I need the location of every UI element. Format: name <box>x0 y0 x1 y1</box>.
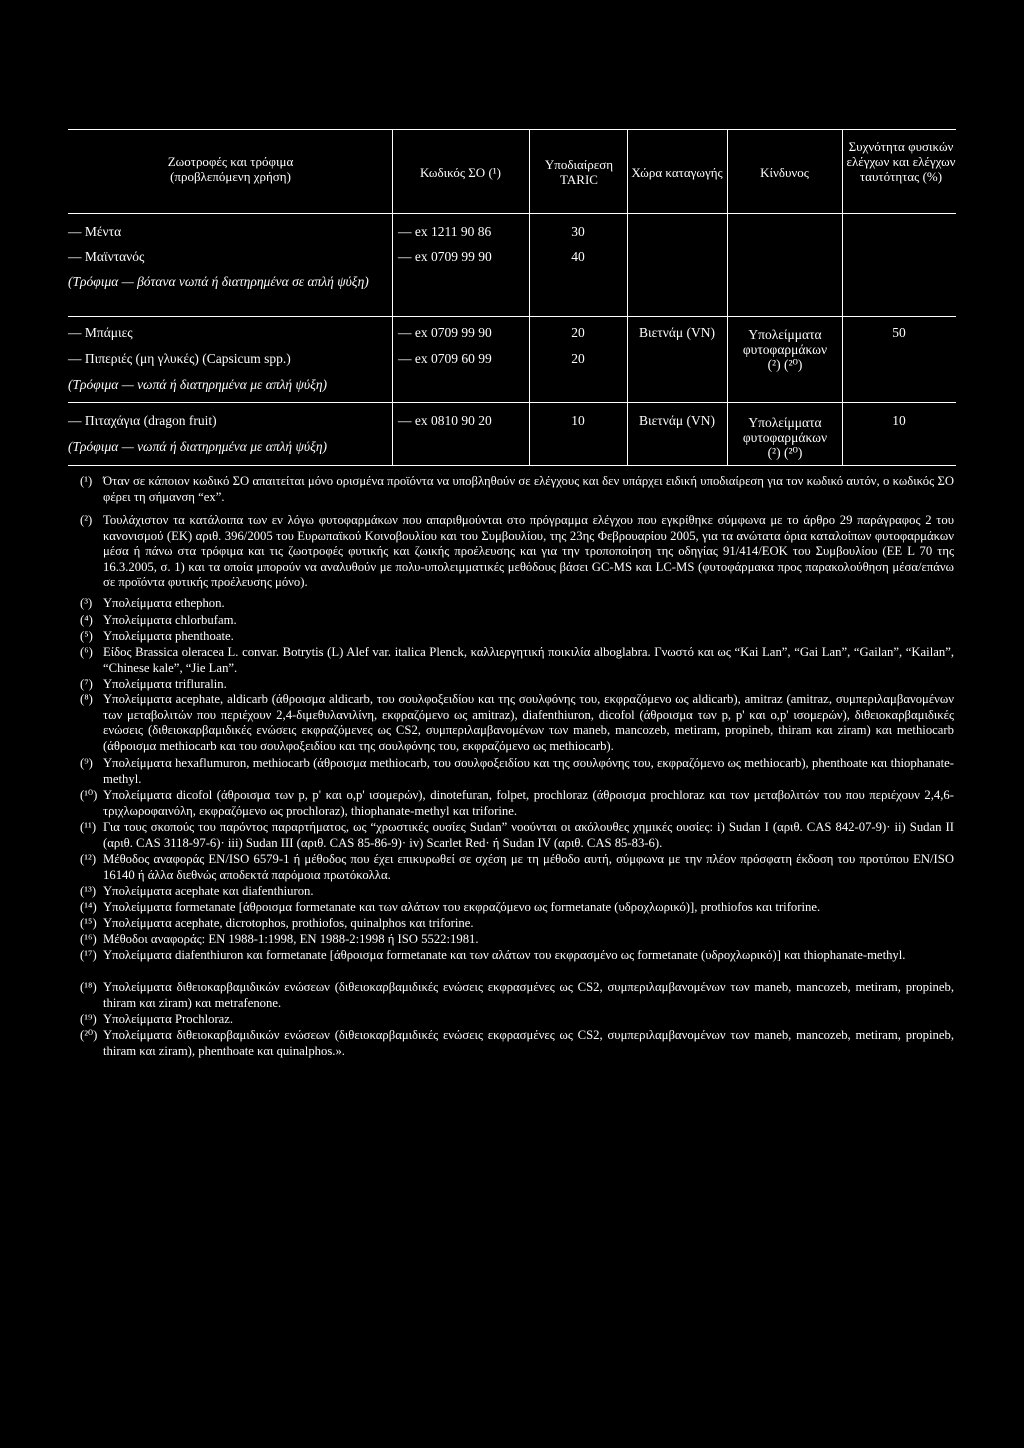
footnote-text: Όταν σε κάποιον κωδικό ΣΟ απαιτείται μόνο ορισμένα προϊόντα να υποβληθούν σε ελέγχους και δεν υπάρχει ειδική υποδιαίρεση για τον κωδικό αυτόν, ο κωδικός ΣΟ φέρει τη σήμανση “ex”. <box>103 474 954 504</box>
product-note: (Τρόφιμα — νωπά ή διατηρημένα με απλή ψύξη) <box>68 377 328 392</box>
table-column-divider <box>727 129 728 465</box>
product-item: — Πιταχάγια (dragon fruit) <box>68 410 217 432</box>
cn-code: — ex 0709 99 90 <box>398 322 492 344</box>
footnote <box>80 820 954 851</box>
footnote-text: Υπολείμματα Prochloraz. <box>103 1012 234 1026</box>
country-of-origin: Βιετνάμ (VN) <box>638 325 715 340</box>
footnote-number: (⁴) <box>80 613 93 627</box>
check-frequency: 10 <box>892 413 906 428</box>
footnote <box>80 629 954 645</box>
header-hazard: Κίνδυνος <box>760 165 809 180</box>
footnote <box>80 948 954 964</box>
cn-code: — ex 0709 99 90 <box>398 246 492 268</box>
cn-code: — ex 1211 90 86 <box>398 221 491 243</box>
product-note: (Τρόφιμα — νωπά ή διατηρημένα με απλή ψύξη) <box>68 439 328 454</box>
footnote <box>80 788 954 819</box>
footnote <box>80 613 954 629</box>
product-item: — Μπάμιες <box>68 322 133 344</box>
footnote-number: (⁹) <box>80 756 93 770</box>
product-note: (Τρόφιμα — βότανα νωπά ή διατηρημένα σε απλή ψύξη) <box>68 274 369 289</box>
footnote-text: Υπολείμματα chlorbufam. <box>103 613 237 627</box>
footnote-text: Μέθοδοι αναφοράς: EN 1988-1:1998, EN 1988-2:1998 ή ISO 5522:1981. <box>103 932 479 946</box>
footnote-text: Υπολείμματα διθειοκαρβαμιδικών ενώσεων (διθειοκαρβαμιδικές ενώσεις εκφρασμένες ως CS2, συμπεριλαμβανομένων των maneb, mancozeb, metiram, propineb, thiram και ziram) και metrafenone. <box>103 980 954 1010</box>
product-item: — Πιπεριές (μη γλυκές) (Capsicum spp.) <box>68 348 291 370</box>
footnote-number: (²⁰) <box>80 1028 98 1042</box>
footnote-text: Είδος Brassica oleracea L. convar. Botrytis (L) Alef var. italica Plenck, καλλιεργητική ποικιλία alboglabra. Γνωστό και ως “Kai Lan”, “Gai Lan”, “Gailan”, “Kailan”, “Chinese kale”, “Jie Lan”. <box>103 645 954 675</box>
footnote <box>80 645 954 676</box>
footnote <box>80 474 954 505</box>
footnote-number: (¹⁰) <box>80 788 98 802</box>
footnote-text: Υπολείμματα diafenthiuron και formetanate [άθροισμα formetanate και των αλάτων του εκφρασμένο ως formetanate (υδροχλωρικό)] και thiophanate-methyl. <box>103 948 906 962</box>
footnote <box>80 884 954 900</box>
footnote-text: Υπολείμματα acephate, dicrotophos, prothiofos, quinalphos και triforine. <box>103 916 474 930</box>
footnote-number: (⁸) <box>80 692 93 706</box>
footnote-number: (⁵) <box>80 629 93 643</box>
footnote-number: (¹⁷) <box>80 948 97 962</box>
header-taric: Υποδιαίρεση TARIC <box>544 157 614 187</box>
footnote-number: (¹²) <box>80 852 97 866</box>
footnote <box>80 852 954 883</box>
footnote-number: (¹⁵) <box>80 916 97 930</box>
footnote-text: Υπολείμματα phenthoate. <box>103 629 234 643</box>
taric-code: 20 <box>571 351 585 366</box>
product-item: — Μαϊντανός <box>68 246 144 268</box>
table-row-divider <box>68 316 956 317</box>
taric-code: 40 <box>571 249 585 264</box>
hazard: Υπολείμματα φυτοφαρμάκων (²) (²⁰) <box>742 327 828 372</box>
table-row-divider <box>68 402 956 403</box>
footnote-text: Τουλάχιστον τα κατάλοιπα των εν λόγω φυτοφαρμάκων που απαριθμούνται στο πρόγραμμα ελέγχου που εγκρίθηκε σύμφωνα με το άρθρο 29 παράγραφος 2 του κανονισμού (ΕΚ) αριθ. 396/2005 του Ευρωπαϊκού Κοινοβουλίου και του Συμβουλίου, της 23ης Φεβρουαρίου 2005, για τα ανώτατα όρια καταλοίπων φυτοφαρμάκων μέσα ή πάνω στα τρόφιμα και τις ζωοτροφές φυτικής και ζωικής προέλευσης και για την τροποποίηση της οδηγίας 91/414/ΕΟΚ του Συμβουλίου (ΕΕ L 70 της 16.3.2005, σ. 1) και τα οποία μπορούν να αναλυθούν με πολυ-υπολειμματικές μεθόδους βάσει GC-MS και LC-MS (φυτοφάρμακα προς παρακολούθηση μέσα/επάνω σε προϊόντα φυτικής προέλευσης μόνο). <box>103 513 954 590</box>
footnote-text: Μέθοδος αναφοράς EN/ISO 6579-1 ή μέθοδος που έχει επικυρωθεί σε σχέση με τη μέθοδο αυτή, σύμφωνα με την πλέον πρόσφατη έκδοση του προτύπου EN/ISO 16140 ή άλλα διεθνώς αποδεκτά παρόμοια πρωτόκολλα. <box>103 852 954 882</box>
footnote-number: (¹⁴) <box>80 900 97 914</box>
footnote <box>80 1012 954 1028</box>
footnote-text: Υπολείμματα formetanate [άθροισμα formetanate και των αλάτων του εκφραζόμενο ως formetanate (υδροχλωρικό)], prothiofos και triforine. <box>103 900 821 914</box>
footnote-number: (¹) <box>80 474 93 488</box>
footnote <box>80 677 954 693</box>
footnote <box>80 900 954 916</box>
hazard: Υπολείμματα φυτοφαρμάκων (²) (²⁰) <box>742 415 828 460</box>
footnote-number: (¹¹) <box>80 820 97 834</box>
footnote-number: (¹⁹) <box>80 1012 97 1026</box>
header-frequency: Συχνότητα φυσικών ελέγχων και ελέγχων ταυτότητας (%) <box>846 139 956 184</box>
footnote <box>80 596 954 612</box>
table-header-border <box>68 213 956 214</box>
footnote-number: (²) <box>80 513 93 527</box>
country-of-origin: Βιετνάμ (VN) <box>638 413 715 428</box>
footnote-number: (⁶) <box>80 645 93 659</box>
table-column-divider <box>392 129 393 465</box>
footnote-text: Υπολείμματα hexaflumuron, methiocarb (άθροισμα methiocarb, του σουλφοξειδίου και της σουλφόνης του, εκφραζόμενο ως methiocarb), phenthoate και thiophanate-methyl. <box>103 756 954 786</box>
header-origin: Χώρα καταγωγής <box>631 165 723 180</box>
cn-code: — ex 0709 60 99 <box>398 348 492 370</box>
footnote <box>80 916 954 932</box>
footnote-text: Υπολείμματα dicofol (άθροισμα των p, p' και o,p' ισομερών), dinotefuran, folpet, prochloraz (άθροισμα prochloraz και των μεταβολιτών του που περιέχουν 2,4,6-τριχλωροφαινόλη, εκφραζόμενο ως prochloraz), thiophanate-methyl και triforine. <box>103 788 954 818</box>
check-frequency: 50 <box>892 325 906 340</box>
footnote <box>80 980 954 1011</box>
footnote-number: (¹³) <box>80 884 97 898</box>
taric-code: 20 <box>571 325 585 340</box>
footnote-text: Υπολείμματα acephate, aldicarb (άθροισμα aldicarb, του σουλφοξειδίου και της σουλφόνης του, εκφραζόμενο ως aldicarb), amitraz (amitraz, συμπεριλαμβανομένων των μεταβολιτών που περιέχουν 2,4-διμεθυλανιλίνη, εκφραζόμενο ως amitraz), diafenthiuron, dicofol (άθροισμα των p, p' και o,p' ισομερών), διθειοκαρβαμιδικές ενώσεις (διθειοκαρβαμιδικές ενώσεις εκφραζόμενες ως CS2, συμπεριλαμβανομένων των maneb, mancozeb, metiram, propineb, thiram και ziram) και methiocarb (άθροισμα methiocarb και του σουλφοξειδίου και της σουλφόνης του, εκφραζόμενο ως methiocarb). <box>103 692 954 753</box>
table-bottom-border <box>68 465 956 466</box>
footnote-text: Υπολείμματα trifluralin. <box>103 677 227 691</box>
header-cn-code: Κωδικός ΣΟ (¹) <box>419 165 501 180</box>
footnote <box>80 1028 954 1059</box>
product-item: — Μέντα <box>68 221 121 243</box>
footnote <box>80 756 954 787</box>
footnote <box>80 932 954 948</box>
footnote <box>80 513 954 591</box>
taric-code: 30 <box>571 224 585 239</box>
table-top-border <box>68 129 956 130</box>
footnote-number: (³) <box>80 596 93 610</box>
header-product: Ζωοτροφές και τρόφιμα (προβλεπόμενη χρήση) <box>167 154 294 184</box>
footnote-text: Υπολείμματα acephate και diafenthiuron. <box>103 884 314 898</box>
footnote <box>80 692 954 754</box>
footnote-text: Υπολείμματα ethephon. <box>103 596 225 610</box>
footnote-number: (⁷) <box>80 677 93 691</box>
footnote-number: (¹⁶) <box>80 932 97 946</box>
footnote-text: Για τους σκοπούς του παρόντος παραρτήματος, ως “χρωστικές ουσίες Sudan” νοούνται οι ακόλουθες χημικές ουσίες: i) Sudan I (αριθ. CAS 842-07-9)· ii) Sudan II (αριθ. CAS 3118-97-6)· iii) Sudan III (αριθ. CAS 85-86-9)· iv) Scarlet Red· ή Sudan IV (αριθ. CAS 85-83-6). <box>103 820 954 850</box>
footnote-number: (¹⁸) <box>80 980 97 994</box>
cn-code: — ex 0810 90 20 <box>398 410 492 432</box>
taric-code: 10 <box>571 413 585 428</box>
footnote-text: Υπολείμματα διθειοκαρβαμιδικών ενώσεων (διθειοκαρβαμιδικές ενώσεις εκφρασμένες ως CS2, συμπεριλαμβανομένων των maneb, mancozeb, metiram, propineb, thiram και ziram), phenthoate και quinalphos.». <box>103 1028 954 1058</box>
